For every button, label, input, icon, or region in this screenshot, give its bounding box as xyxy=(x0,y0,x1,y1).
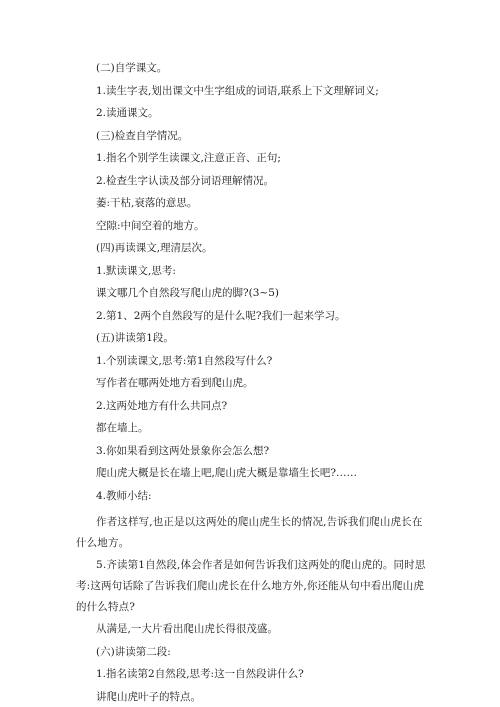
text-line: 萎:干枯,衰落的意思。 xyxy=(96,197,198,209)
text-line: 1.指名个别学生读课文,注意正音、正句; xyxy=(96,152,281,164)
text-line: 2.第1、2两个自然段写的是什么呢?我们一起来学习。 xyxy=(96,309,346,322)
section-heading-paragraph-1: (五)讲读第1段。 xyxy=(96,332,174,344)
text-line: 爬山虎大概是长在墙上吧,爬山虎大概是靠墙生长吧?…… xyxy=(96,467,357,479)
section-heading-reread: (四)再读课文,理清层次。 xyxy=(96,242,213,254)
section-heading-self-study: (二)自学课文。 xyxy=(96,62,168,74)
text-line: 2.读通课文。 xyxy=(96,107,159,119)
text-line: 1.指名读第2自然段,思考:这一自然段讲什么? xyxy=(96,668,304,680)
paragraph-summary: 作者这样写,也正是以这两处的爬山虎生长的情况,告诉我们爬山虎长在什么地方。 xyxy=(76,516,423,549)
text-line: 4.教师小结: xyxy=(96,489,152,502)
paragraph-group-reading: 5.齐读第1自然段,体会作者是如何告诉我们这两处的爬山虎的。同时思考:这两句话除了告诉我们爬山虎长在什么地方外,你还能从句中看出爬山虎的什么特点? xyxy=(76,559,426,613)
text-line: 写作者在哪两处地方看到爬山虎。 xyxy=(96,377,254,389)
text-line: 1.默读课文,思考: xyxy=(96,264,176,277)
text-line: 空隙:中间空着的地方。 xyxy=(96,219,205,232)
text-line: 从满是,一大片看出爬山虎长得很茂盛。 xyxy=(96,623,278,635)
section-heading-check: (三)检查自学情况。 xyxy=(96,129,189,142)
text-line: 1.读生字表,划出课文中生字组成的词语,联系上下文理解词义; xyxy=(96,84,379,97)
text-line: 都在墙上。 xyxy=(96,422,149,434)
text-line: 讲爬山虎叶子的特点。 xyxy=(96,690,201,703)
text-line: 2.这两处地方有什么共同点? xyxy=(96,399,228,412)
text-line: 2.检查生字认读及部分词语理解情况。 xyxy=(96,174,275,187)
section-heading-paragraph-2: (六)讲读第二段: xyxy=(96,645,171,658)
text-line: 课文哪几个自然段写爬山虎的脚?(3~5) xyxy=(96,287,279,299)
text-line: 3.你如果看到这两处景象你会怎么想? xyxy=(96,444,270,457)
text-line: 1.个别读课文,思考:第1自然段写什么? xyxy=(96,354,273,367)
